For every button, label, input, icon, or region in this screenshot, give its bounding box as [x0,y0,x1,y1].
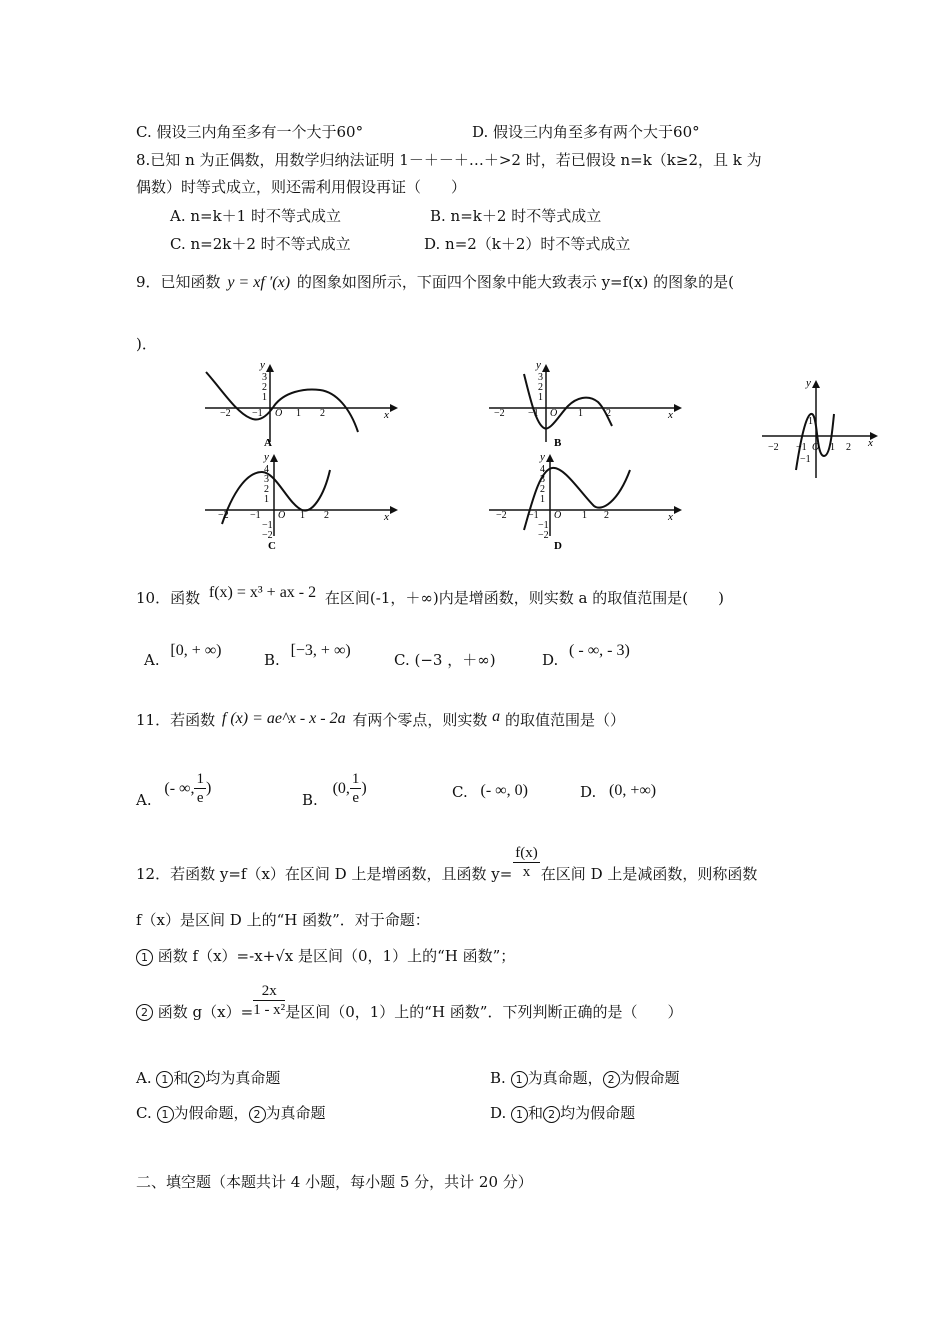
svg-text:1: 1 [830,442,835,453]
svg-text:2: 2 [324,510,329,521]
q8-option-b: B. n=k＋2 时不等式成立 [430,207,602,225]
svg-text:1: 1 [538,392,543,403]
svg-text:−2: −2 [220,408,231,419]
q12-option-b-marker-1: 1 [511,1071,528,1088]
graph-c-label: C [268,540,276,552]
svg-text:2: 2 [604,510,609,521]
q10-option-d-label: D. [542,651,559,669]
q10-option-b [264,642,351,671]
svg-text:3: 3 [540,474,545,485]
q12-proposition-2-suffix: 是区间（0，1）上的“H 函数”．下列判断正确的是（ ） [285,1002,683,1021]
svg-text:−1: −1 [252,408,263,419]
q10-option-d [542,642,630,671]
q12-option-d [490,1103,635,1123]
q12-proposition-1-marker: 1 [136,949,153,966]
svg-text:−2: −2 [538,530,549,541]
q12-option-c-marker-1: 1 [157,1106,174,1123]
reference-graph-origin: O [812,442,820,453]
q11-option-b [302,770,367,807]
svg-text:−2: −2 [218,510,229,521]
graph-a-x-label: x [384,409,389,421]
q12-option-a-marker-2: 2 [188,1071,205,1088]
q10-option-c: C. (−3 ，＋∞) [394,651,496,669]
q10-option-a-value: [0, + ∞) [170,642,222,659]
q7-option-c: C. 假设三内角至多有一个大于60° [136,123,364,141]
q11-option-a [136,770,211,807]
q12-proposition-2-prefix: 函数 g（x）= [157,1002,254,1021]
q7-option-d: D. 假设三内角至多有两个大于60° [472,123,700,141]
q9-formula: y = xf ′(x) [227,274,291,291]
q12-proposition-2 [136,982,682,1019]
q12-option-b [490,1068,680,1088]
q12-line1-suffix: 在区间 D 上是减函数，则称函数 [540,864,758,883]
graph-d-origin: O [554,510,562,521]
q11-option-c-label: C. [452,783,468,801]
svg-text:1: 1 [540,494,545,505]
q12-option-d-marker-2: 2 [543,1106,560,1123]
q11-option-a-den: e [196,790,204,806]
reference-graph-y-label: y [806,377,811,389]
svg-text:1: 1 [808,416,813,427]
svg-text:1: 1 [300,510,305,521]
svg-text:3: 3 [262,372,267,383]
q10-option-a [144,642,222,671]
q11-option-c [452,782,528,803]
q11-option-b-label: B. [302,790,318,809]
q12-option-c-text2: 为真命题 [265,1104,326,1122]
q9-prefix: 9．已知函数 [136,273,221,291]
q12-option-c-text1: 为假命题， [173,1104,249,1122]
q11-option-b-den: e [352,790,359,806]
q12-option-b-text2: 为假命题 [619,1069,680,1087]
q8-option-c: C. n=2k＋2 时不等式成立 [170,235,351,253]
graph-d-x-label: x [668,511,673,523]
q12-option-a [136,1068,280,1088]
svg-text:−2: −2 [768,442,779,453]
graph-c-y-label: y [264,452,269,463]
q9-stem-end: )． [136,335,157,353]
q12-option-b-text1: 为真命题， [527,1069,603,1087]
q11-prefix: 11．若函数 [136,711,216,729]
svg-text:−2: −2 [262,530,273,541]
svg-text:3: 3 [538,372,543,383]
q12-stem-line2: f（x）是区间 D 上的“H 函数”．对于命题： [136,911,430,929]
svg-text:2: 2 [846,442,851,453]
q12-line1-prefix: 12．若函数 y=f（x）在区间 D 上是增函数，且函数 y= [136,864,513,883]
q11-option-c-value: (- ∞, 0) [480,782,528,799]
graph-d [484,452,684,552]
q9-stem [136,272,734,293]
q12-option-c [136,1103,326,1123]
svg-text:−1: −1 [262,520,273,531]
graph-a-y-label: y [260,362,265,371]
q11-variable: a [492,708,501,725]
q8-option-a: A. n=k＋1 时不等式成立 [170,207,341,225]
graph-d-label: D [554,540,562,552]
q12-frac-den: x [522,864,531,880]
svg-text:2: 2 [264,484,269,495]
svg-text:3: 3 [264,474,269,485]
q10-option-b-label: B. [264,651,280,669]
q12-option-b-marker-2: 2 [603,1071,620,1088]
q9-suffix: 的图象如图所示，下面四个图象中能大致表示 y=f(x) 的图象的是( [296,273,734,291]
q12-option-a-text1: 和 [173,1069,189,1087]
svg-text:−2: −2 [494,408,505,419]
graph-c [200,452,400,552]
q12-frac-num: f(x) [515,845,538,861]
q12-option-d-text2: 均为假命题 [560,1104,636,1122]
svg-text:2: 2 [540,484,545,495]
svg-text:−2: −2 [496,510,507,521]
svg-text:−1: −1 [538,520,549,531]
svg-text:2: 2 [606,408,611,419]
graph-c-origin: O [278,510,286,521]
q11-option-a-num: 1 [196,771,204,787]
q12-item2-den: 1 - x² [253,1002,286,1018]
svg-text:−1: −1 [796,442,807,453]
graph-c-x-label: x [384,511,389,523]
svg-text:−1: −1 [528,408,539,419]
graph-b [484,362,684,452]
q10-prefix: 10．函数 [136,589,201,607]
q12-proposition-1 [136,946,515,966]
reference-graph [760,374,880,484]
svg-text:−1: −1 [528,510,539,521]
q11-option-a-left: (- ∞, [164,779,195,797]
q11-formula: f (x) = ae^x - x - 2a [221,710,346,727]
section-2-heading: 二、填空题（本题共计 4 小题，每小题 5 分，共计 20 分） [136,1173,533,1191]
q10-option-d-value: ( - ∞, - 3) [569,642,630,659]
q10-option-a-label: A. [144,651,160,669]
graph-a-label: A [264,437,272,449]
svg-text:1: 1 [578,408,583,419]
q12-proposition-1-text: 函数 f（x）=-x+√x 是区间（0，1）上的“H 函数”； [157,947,516,965]
q12-item2-num: 2x [253,982,285,1001]
svg-text:1: 1 [582,510,587,521]
svg-text:4: 4 [264,464,269,475]
q12-option-b-label: B. [490,1069,506,1087]
q12-option-c-label: C. [136,1104,152,1122]
q8-stem-line1: 8.已知 n 为正偶数，用数学归纳法证明 1－＋－＋…＋>2 时，若已假设 n=k（k≥2，且 k 为 [136,151,762,169]
q12-stem-line1 [136,844,757,881]
q12-option-c-marker-2: 2 [249,1106,266,1123]
graph-b-origin: O [550,408,558,419]
graph-d-y-label: y [540,452,545,463]
q12-option-d-marker-1: 1 [511,1106,528,1123]
q11-suffix2: 的取值范围是（） [504,711,625,729]
svg-text:1: 1 [264,494,269,505]
svg-text:2: 2 [320,408,325,419]
q8-option-d: D. n=2（k＋2）时不等式成立 [424,235,631,253]
q11-option-b-left: (0, [332,779,350,797]
q11-option-b-num: 1 [351,771,360,787]
q11-option-b-right: ) [361,779,367,797]
q11-stem [136,710,625,731]
graph-b-y-label: y [536,362,541,371]
reference-graph-x-label: x [868,437,873,449]
svg-text:−1: −1 [250,510,261,521]
q8-stem-line2: 偶数）时等式成立，则还需利用假设再证（ ） [136,178,467,196]
graph-b-label: B [554,437,562,449]
q12-option-a-label: A. [136,1069,152,1087]
q12-option-a-text2: 均为真命题 [205,1069,281,1087]
q12-option-d-label: D. [490,1104,507,1122]
q11-option-a-right: ) [205,779,212,797]
q12-option-a-marker-1: 1 [156,1071,173,1088]
svg-text:1: 1 [296,408,301,419]
q11-suffix: 有两个零点，则实数 [352,711,488,729]
graph-b-x-label: x [668,409,673,421]
svg-text:2: 2 [262,382,267,393]
q10-formula: f(x) = x³ + ax - 2 [208,584,317,601]
q11-option-a-label: A. [136,790,152,809]
svg-text:2: 2 [538,382,543,393]
q12-proposition-2-marker: 2 [136,1004,153,1021]
svg-text:−1: −1 [800,454,811,465]
q11-option-d-value: (0, +∞) [609,782,657,799]
q12-option-d-text1: 和 [528,1104,544,1122]
q11-option-d [580,782,656,803]
q10-stem [136,584,724,609]
q10-option-b-value: [−3, + ∞) [290,642,351,659]
q11-option-d-label: D. [580,783,597,801]
graph-a [200,362,400,452]
q10-suffix: 在区间(-1，＋∞)内是增函数，则实数 a 的取值范围是( ) [324,589,724,607]
svg-text:4: 4 [540,464,545,475]
svg-text:1: 1 [262,392,267,403]
graph-a-origin: O [275,408,283,419]
